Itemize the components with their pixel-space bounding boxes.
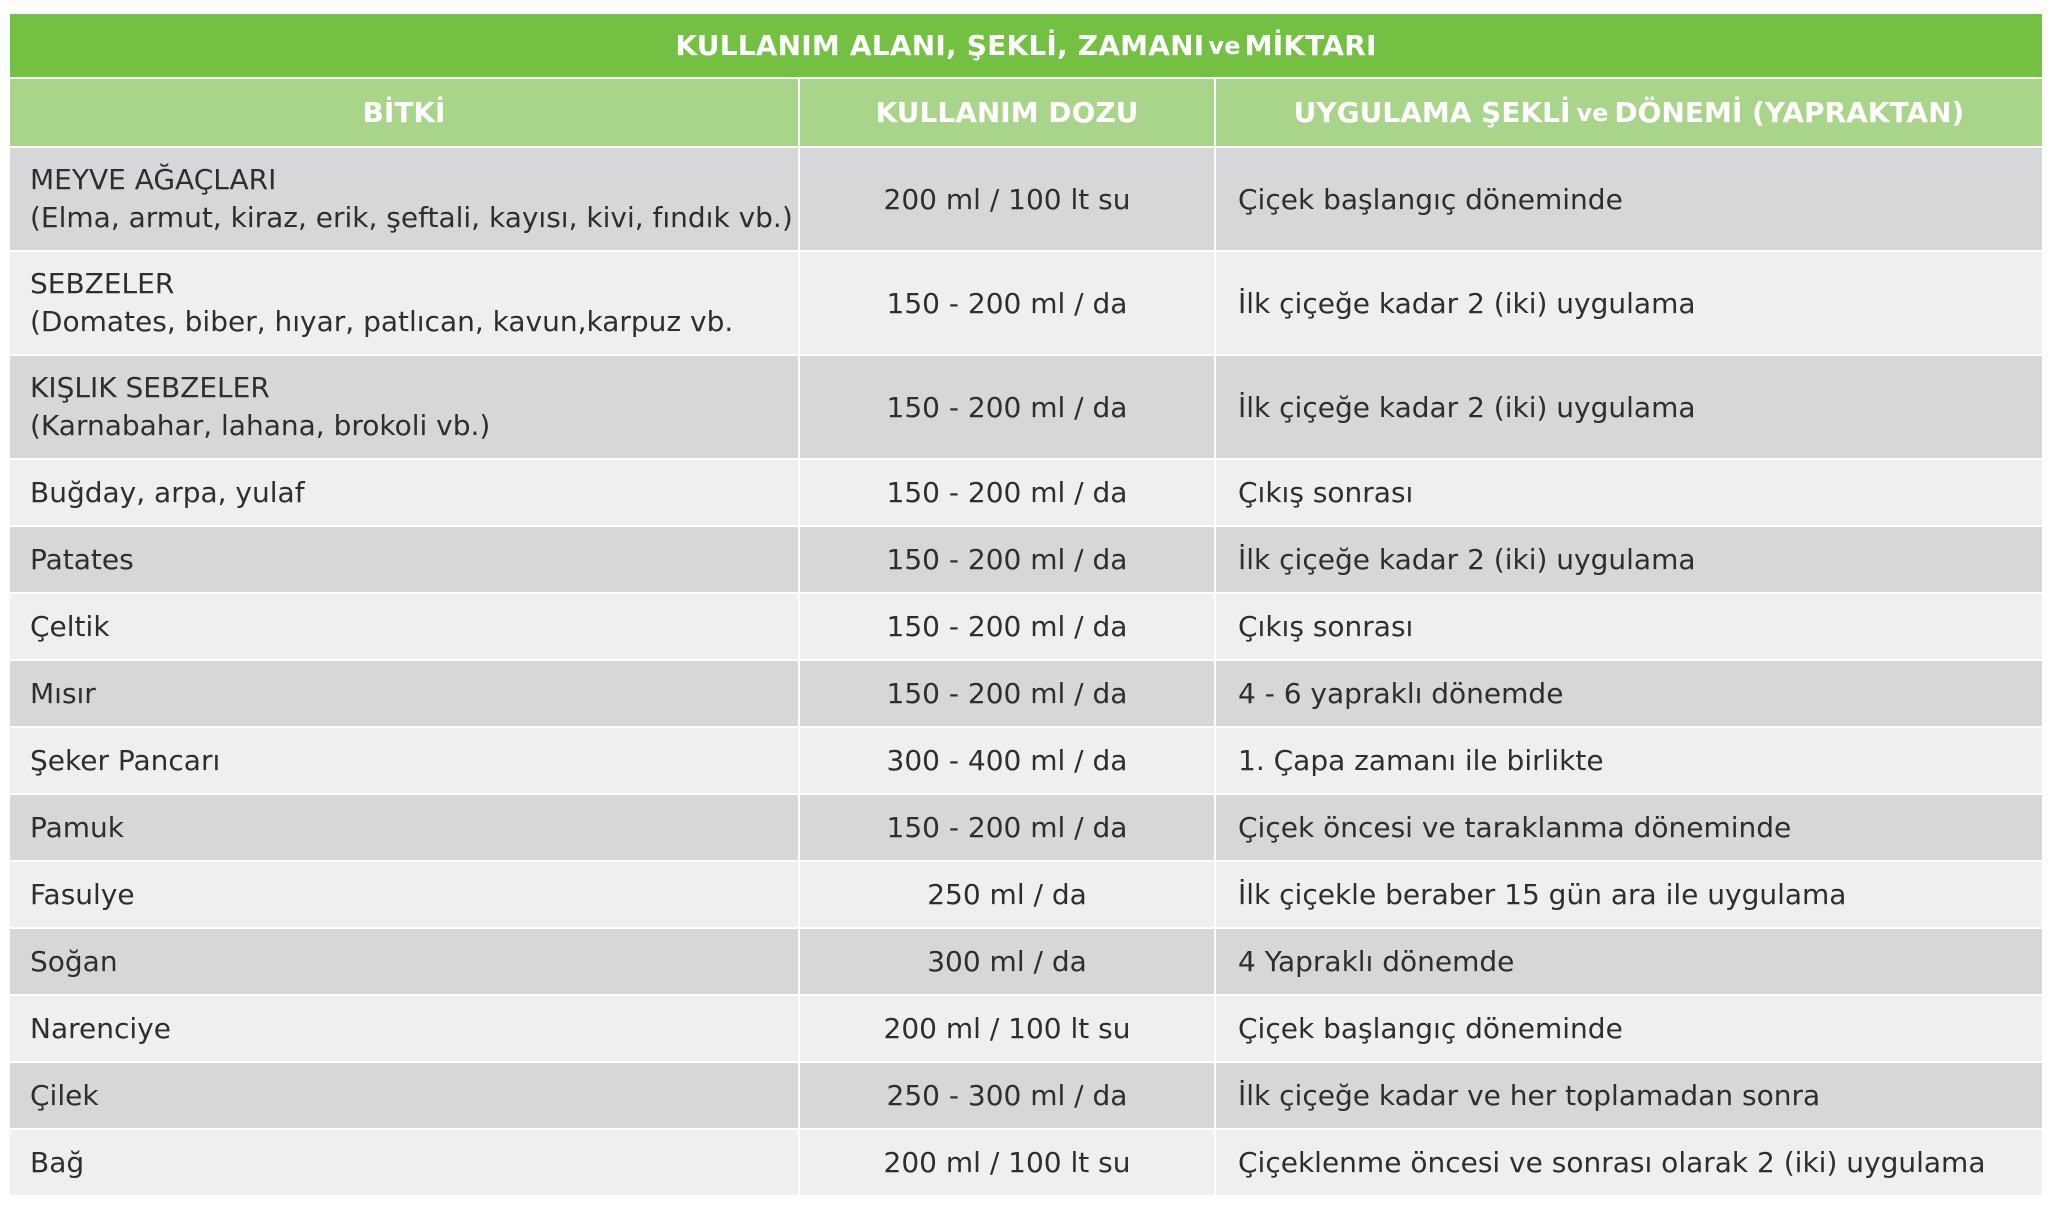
plant-name: MEYVE AĞAÇLARI: [30, 163, 277, 196]
plant-name: Mısır: [30, 676, 96, 710]
plant-cell: [10, 661, 800, 726]
table-title: [10, 14, 2042, 79]
dose-cell: [800, 929, 1216, 994]
plant-examples: (Elma, armut, kiraz, erik, şeftali, kayısı, kivi, fındık vb.): [30, 201, 793, 234]
table-row: [10, 250, 2042, 354]
method-text: Çiçek başlangıç döneminde: [1238, 1012, 1623, 1045]
dose-cell: [800, 1063, 1216, 1128]
plant-cell: [10, 594, 800, 659]
dose-value: 150 - 200 ml / da: [886, 543, 1128, 576]
dose-value: 300 ml / da: [927, 945, 1087, 978]
plant-name: Soğan: [30, 944, 118, 978]
plant-cell: [10, 929, 800, 994]
table-row: [10, 994, 2042, 1061]
plant-examples: (Karnabahar, lahana, brokoli vb.): [30, 409, 491, 442]
dose-value: 150 - 200 ml / da: [886, 610, 1128, 643]
dose-cell: [800, 1130, 1216, 1195]
table-row: [10, 927, 2042, 994]
table-title-conj: ve: [1208, 31, 1241, 60]
table-row: [10, 1128, 2042, 1195]
method-cell: [1216, 252, 2042, 354]
dose-value: 200 ml / 100 lt su: [883, 1012, 1131, 1045]
plant-name: Patates: [30, 542, 134, 576]
method-cell: [1216, 1063, 2042, 1128]
plant-cell: [10, 1130, 800, 1195]
plant-examples: (Domates, biber, hıyar, patlıcan, kavun,karpuz vb.: [30, 305, 734, 338]
plant-name: Fasulye: [30, 877, 135, 911]
method-cell: [1216, 728, 2042, 793]
method-cell: [1216, 460, 2042, 525]
dose-value: 150 - 200 ml / da: [886, 811, 1128, 844]
method-text: İlk çiçeğe kadar 2 (iki) uygulama: [1238, 286, 1696, 320]
plant-name: SEBZELER: [30, 267, 175, 300]
plant-name: KIŞLIK SEBZELER: [30, 371, 270, 404]
plant-name: Çilek: [30, 1078, 99, 1112]
dose-value: 150 - 200 ml / da: [886, 476, 1128, 509]
plant-name: Pamuk: [30, 810, 125, 844]
table-row: [10, 592, 2042, 659]
method-text: Çiçeklenme öncesi ve sonrası olarak 2 (iki) uygulama: [1238, 1146, 1986, 1179]
method-cell: [1216, 795, 2042, 860]
method-cell: [1216, 1130, 2042, 1195]
method-text: 4 Yapraklı dönemde: [1238, 945, 1515, 978]
method-cell: [1216, 527, 2042, 592]
plant-cell: [10, 527, 800, 592]
dose-cell: [800, 527, 1216, 592]
dose-cell: [800, 460, 1216, 525]
table-body: [10, 146, 2042, 1195]
plant-name: Buğday, arpa, yulaf: [30, 475, 305, 509]
header-plant-label: BİTKİ: [362, 96, 446, 129]
plant-cell: [10, 728, 800, 793]
table-header-row: [10, 79, 2042, 146]
dose-value: 150 - 200 ml / da: [886, 677, 1128, 710]
dose-value: 300 - 400 ml / da: [886, 744, 1128, 777]
method-text: Çıkış sonrası: [1238, 476, 1414, 509]
dose-cell: [800, 252, 1216, 354]
method-text: İlk çiçeğe kadar ve her toplamadan sonra: [1238, 1079, 1821, 1112]
table-row: [10, 458, 2042, 525]
method-text: İlk çiçeğe kadar 2 (iki) uygulama: [1238, 543, 1696, 576]
dose-cell: [800, 795, 1216, 860]
header-method-part2: DÖNEMİ (YAPRAKTAN): [1614, 96, 1965, 129]
plant-cell: [10, 252, 800, 354]
dose-value: 150 - 200 ml / da: [886, 286, 1128, 320]
plant-cell: [10, 996, 800, 1061]
dose-value: 250 - 300 ml / da: [886, 1079, 1128, 1112]
method-cell: [1216, 862, 2042, 927]
header-method-conj: ve: [1576, 98, 1609, 127]
dose-value: 200 ml / 100 lt su: [883, 182, 1131, 216]
plant-cell: [10, 460, 800, 525]
plant-cell: [10, 795, 800, 860]
header-dose: [800, 79, 1216, 146]
dose-cell: [800, 661, 1216, 726]
plant-name: Çeltik: [30, 609, 110, 643]
method-text: İlk çiçeğe kadar 2 (iki) uygulama: [1238, 390, 1696, 424]
dose-cell: [800, 594, 1216, 659]
dose-cell: [800, 862, 1216, 927]
table-row: [10, 354, 2042, 458]
method-text: Çıkış sonrası: [1238, 610, 1414, 643]
usage-table: [10, 14, 2042, 1198]
plant-cell: [10, 862, 800, 927]
dose-cell: [800, 356, 1216, 458]
table-row: [10, 525, 2042, 592]
plant-name: Narenciye: [30, 1011, 171, 1045]
method-cell: [1216, 594, 2042, 659]
method-text: 4 - 6 yapraklı dönemde: [1238, 677, 1564, 710]
table-row: [10, 1061, 2042, 1128]
plant-cell: [10, 148, 800, 250]
table-row: [10, 860, 2042, 927]
method-cell: [1216, 996, 2042, 1061]
plant-cell: [10, 356, 800, 458]
method-cell: [1216, 661, 2042, 726]
method-cell: [1216, 356, 2042, 458]
table-title-part2: MİKTARI: [1244, 29, 1377, 62]
method-text: İlk çiçekle beraber 15 gün ara ile uygulama: [1238, 878, 1847, 911]
dose-value: 250 ml / da: [927, 878, 1087, 911]
dose-value: 150 - 200 ml / da: [886, 390, 1128, 424]
table-row: [10, 726, 2042, 793]
method-text: 1. Çapa zamanı ile birlikte: [1238, 744, 1604, 777]
dose-value: 200 ml / 100 lt su: [883, 1146, 1131, 1179]
dose-cell: [800, 996, 1216, 1061]
header-method-part1: UYGULAMA ŞEKLİ: [1293, 96, 1571, 129]
method-cell: [1216, 929, 2042, 994]
plant-name: Şeker Pancarı: [30, 743, 221, 777]
dose-cell: [800, 728, 1216, 793]
plant-name: Bağ: [30, 1145, 85, 1179]
table-title-part1: KULLANIM ALANI, ŞEKLİ, ZAMANI: [675, 29, 1205, 62]
header-method: [1216, 79, 2042, 146]
table-row: [10, 793, 2042, 860]
table-row: [10, 659, 2042, 726]
header-dose-label: KULLANIM DOZU: [875, 96, 1139, 129]
header-plant: [10, 79, 800, 146]
method-text: Çiçek öncesi ve taraklanma döneminde: [1238, 811, 1792, 844]
method-cell: [1216, 148, 2042, 250]
table-row: [10, 146, 2042, 250]
method-text: Çiçek başlangıç döneminde: [1238, 182, 1623, 216]
dose-cell: [800, 148, 1216, 250]
plant-cell: [10, 1063, 800, 1128]
